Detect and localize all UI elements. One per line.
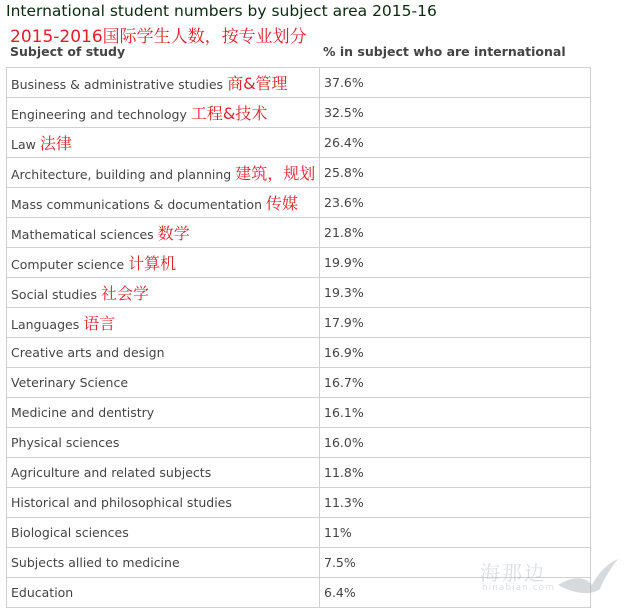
subject-chinese-annotation: 语言 [83,314,116,333]
subject-cell [7,158,320,188]
table-row [7,308,591,338]
table-row [7,278,591,308]
percent-cell: 6.4% [320,578,591,608]
subject-cell [7,278,320,308]
subject-name: Physical sciences [11,435,120,450]
subject-cell [7,248,320,278]
table-row [7,458,591,488]
subject-name: Education [11,585,74,600]
table-row [7,98,591,128]
percent-cell: 19.9% [320,248,591,278]
subject-name: Mathematical sciences [11,227,154,242]
subject-chinese-annotation: 工程&技术 [190,104,268,123]
subject-name: Mass communications & documentation [11,197,262,212]
subject-chinese-annotation: 计算机 [128,254,177,273]
subject-chinese-annotation: 数学 [157,224,190,243]
subject-chinese-annotation: 商&管理 [227,74,288,93]
subject-cell [7,458,320,488]
percent-cell: 19.3% [320,278,591,308]
subtitle-annotation: 2015-2016国际学生人数，按专业划分 [10,27,307,47]
percent-cell: 25.8% [320,158,591,188]
page-title: International student numbers by subject area 2015-16 [6,2,437,20]
subject-cell [7,398,320,428]
subject-name: Languages [11,317,80,332]
subject-name: Creative arts and design [11,345,165,360]
subject-chinese-annotation: 建筑，规划 [235,164,316,183]
table-row [7,338,591,368]
table-body [7,68,591,608]
subject-cell [7,578,320,608]
percent-cell: 7.5% [320,548,591,578]
subject-table [6,67,591,608]
percent-cell: 23.6% [320,188,591,218]
subject-name: Biological sciences [11,525,129,540]
subject-name: Architecture, building and planning [11,167,232,182]
table-row [7,428,591,458]
watermark-text: 海那边 [480,561,546,585]
percent-column-header: % in subject who are international [323,44,566,59]
table-row [7,368,591,398]
percent-cell: 11.8% [320,458,591,488]
subject-name: Social studies [11,287,97,302]
subject-chinese-annotation: 传媒 [266,194,299,213]
percent-cell: 16.1% [320,398,591,428]
percent-cell: 16.7% [320,368,591,398]
subject-cell [7,308,320,338]
table-row [7,218,591,248]
subject-name: Computer science [11,257,125,272]
table-row [7,518,591,548]
subject-cell [7,218,320,248]
subject-cell [7,128,320,158]
watermark-subtext: hinabian.com [482,583,555,593]
subject-name: Veterinary Science [11,375,129,390]
subject-name: Historical and philosophical studies [11,495,232,510]
subject-name: Medicine and dentistry [11,405,155,420]
subject-name: Subjects allied to medicine [11,555,180,570]
table-row [7,68,591,98]
subject-cell [7,518,320,548]
table-row [7,398,591,428]
table-row [7,488,591,518]
subject-chinese-annotation: 社会学 [100,284,149,303]
watermark [478,555,628,605]
subject-cell [7,338,320,368]
percent-cell: 16.9% [320,338,591,368]
percent-cell: 21.8% [320,218,591,248]
table-row [7,158,591,188]
subject-column-header: Subject of study [10,44,126,59]
subject-name: Business & administrative studies [11,77,224,92]
subject-cell [7,368,320,398]
subject-name: Agriculture and related subjects [11,465,212,480]
percent-cell: 11.3% [320,488,591,518]
percent-cell: 32.5% [320,98,591,128]
subject-cell [7,548,320,578]
subject-name: Engineering and technology [11,107,187,122]
subject-cell [7,488,320,518]
table-row [7,248,591,278]
subject-cell [7,98,320,128]
subject-name: Law [11,137,36,152]
percent-cell: 26.4% [320,128,591,158]
subject-cell [7,68,320,98]
table-row [7,128,591,158]
percent-cell: 16.0% [320,428,591,458]
percent-cell: 37.6% [320,68,591,98]
table-row [7,188,591,218]
percent-cell: 11% [320,518,591,548]
subject-cell [7,428,320,458]
percent-cell: 17.9% [320,308,591,338]
subject-chinese-annotation: 法律 [39,134,72,153]
bird-logo-icon [556,555,620,601]
subject-cell [7,188,320,218]
